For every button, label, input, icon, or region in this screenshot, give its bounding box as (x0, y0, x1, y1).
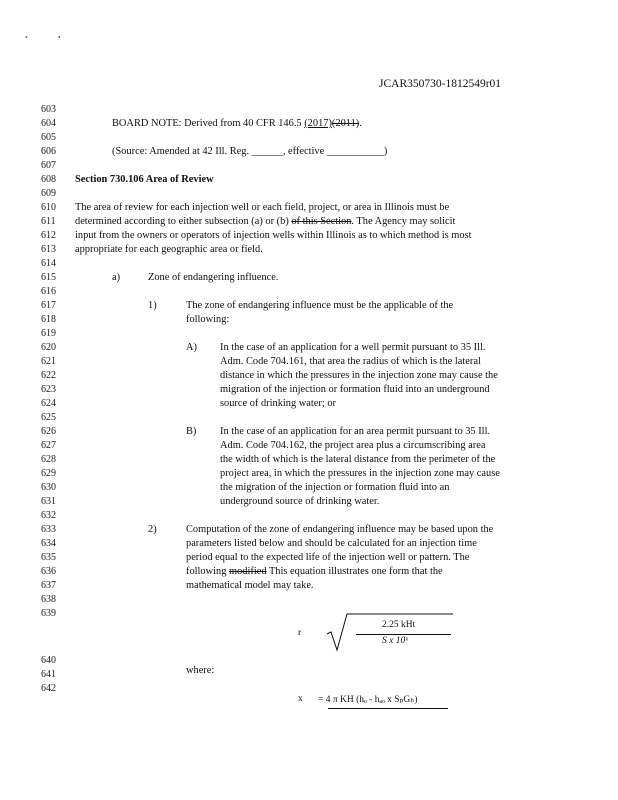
item-text: source of drinking water; or (220, 398, 336, 409)
item-text: period equal to the expected life of the injection well or pattern. The (186, 552, 470, 563)
line-number: 623 (41, 384, 56, 395)
equation-rhs: = 4 π KH (hₒ - hₐₒ x SₚGₕ) (318, 695, 418, 705)
line-number: 617 (41, 300, 56, 311)
line-number: 636 (41, 566, 56, 577)
intro-line: The area of review for each injection well or each field, project, or area in Illinois must be (75, 202, 450, 213)
item-text: project area, in which the pressures in the injection zone may cause (220, 468, 500, 479)
document-code: JCAR350730-1812549r01 (379, 78, 502, 90)
line-number: 626 (41, 426, 56, 437)
line-number: 621 (41, 356, 56, 367)
line-number: 620 (41, 342, 56, 353)
subsection-label: a) (112, 272, 121, 283)
line-number: 613 (41, 244, 56, 255)
line-number: 610 (41, 202, 56, 213)
item-label: 1) (148, 300, 157, 311)
item-text: the migration of the injection or formation fluid into an (220, 482, 450, 493)
item-text: The zone of endangering influence must be the applicable of the (186, 300, 454, 311)
item-text: parameters listed below and should be calculated for an injection time (186, 538, 477, 549)
line-number: 632 (41, 510, 56, 521)
item-text: the width of which is the lateral distance from the perimeter of the (220, 454, 496, 465)
scan-mark: • (25, 33, 28, 42)
line-number: 625 (41, 412, 56, 423)
inserted-text: (2017) (304, 118, 332, 129)
line-number: 635 (41, 552, 56, 563)
line-number: 603 (41, 104, 56, 115)
intro-line: determined according to either subsection (a) or (b) of this Section. The Agency may solicit (75, 216, 456, 227)
item-label: A) (186, 342, 197, 353)
item-text: underground source of drinking water. (220, 496, 380, 507)
equation-denominator: S x 10ˣ (382, 636, 408, 646)
item-label: B) (186, 426, 197, 437)
line-number: 607 (41, 160, 56, 171)
equation-lhs: r (298, 628, 302, 638)
line-number: 612 (41, 230, 56, 241)
line-number: 634 (41, 538, 56, 549)
item-text: In the case of an application for an area permit pursuant to 35 Ill. (220, 426, 491, 437)
deleted-text: (2011) (331, 118, 360, 129)
item-text: Adm. Code 704.162, the project area plus a circumscribing area (220, 440, 486, 451)
where-label: where: (186, 665, 215, 676)
line-number: 622 (41, 370, 56, 381)
line-number: 640 (41, 655, 56, 666)
line-number: 604 (41, 118, 56, 129)
deleted-text: of this Section (291, 216, 352, 227)
fraction-bar (356, 634, 451, 635)
line-number: 628 (41, 454, 56, 465)
line-number: 615 (41, 272, 56, 283)
item-text: In the case of an application for a well permit pursuant to 35 Ill. (220, 342, 486, 353)
board-note: BOARD NOTE: Derived from 40 CFR 146.5 (2017)(2011). (112, 118, 362, 129)
line-number: 619 (41, 328, 56, 339)
item-text: migration of the injection or formation fluid into an underground (220, 384, 490, 395)
line-number: 642 (41, 683, 56, 694)
item-text: distance in which the pressures in the injection zone may cause the (220, 370, 498, 381)
source-note: (Source: Amended at 42 Ill. Reg. ______, effective ___________) (112, 146, 388, 157)
line-number: 637 (41, 580, 56, 591)
line-number: 639 (41, 608, 56, 619)
item-text: Computation of the zone of endangering influence may be based upon the (186, 524, 494, 535)
item-label: 2) (148, 524, 157, 535)
equation-lhs: x (298, 694, 303, 704)
intro-line: appropriate for each geographic area or field. (75, 244, 263, 255)
item-text: following: (186, 314, 230, 325)
line-number: 624 (41, 398, 56, 409)
line-number: 638 (41, 594, 56, 605)
equation-underline (328, 708, 448, 709)
item-text: Adm. Code 704.161, that area the radius of which is the lateral (220, 356, 481, 367)
line-number: 614 (41, 258, 56, 269)
item-text: following modified This equation illustrates one form that the (186, 566, 443, 577)
line-number: 608 (41, 174, 56, 185)
line-number: 641 (41, 669, 56, 680)
line-number: 627 (41, 440, 56, 451)
scan-mark: • (58, 33, 61, 42)
line-number: 611 (41, 216, 56, 227)
line-number: 609 (41, 188, 56, 199)
line-number: 633 (41, 524, 56, 535)
section-title: Section 730.106 Area of Review (75, 174, 214, 185)
deleted-text: modified (229, 566, 267, 577)
item-text: mathematical model may take. (186, 580, 314, 591)
line-number: 618 (41, 314, 56, 325)
line-number: 606 (41, 146, 56, 157)
equation-numerator: 2.25 kHt (382, 620, 416, 630)
line-number: 616 (41, 286, 56, 297)
line-number: 630 (41, 482, 56, 493)
intro-line: input from the owners or operators of injection wells within Illinois as to which method is most (75, 230, 472, 241)
line-number: 629 (41, 468, 56, 479)
subsection-heading: Zone of endangering influence. (148, 272, 279, 283)
square-root-icon (325, 612, 455, 652)
line-number: 631 (41, 496, 56, 507)
line-number: 605 (41, 132, 56, 143)
